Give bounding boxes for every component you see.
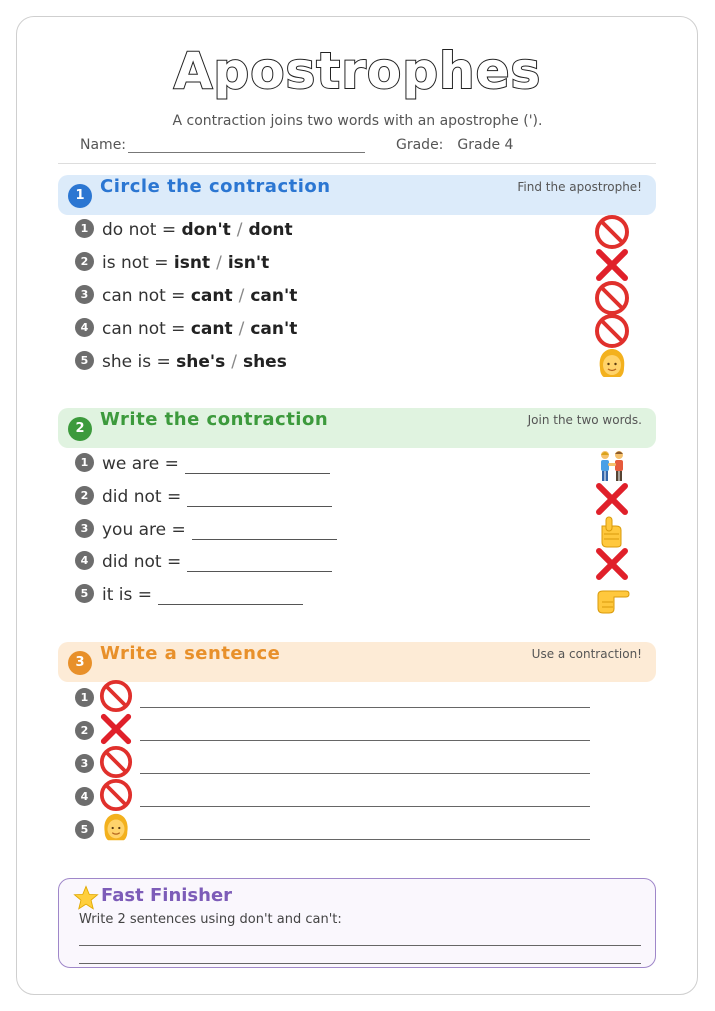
page-title: Apostrophes [173,42,542,100]
red-x-icon [99,712,133,746]
item-number: 2 [75,252,94,271]
item-words: can not = [102,286,186,306]
section-3-header [58,642,656,682]
grade-value: Grade 4 [457,137,514,153]
item-words: is not = [102,253,169,273]
s2-item-3 [75,520,337,544]
section-2-title: Write the contraction [100,409,329,430]
page-subtitle: A contraction joins two words with an apostrophe ('). [172,113,543,129]
no-entry-icon [99,679,133,713]
sentence-line[interactable] [140,839,590,840]
s3-item-5 [75,821,102,845]
fast-finisher-instructions: Write 2 sentences using don't and can't: [79,912,342,927]
pointing-hand-icon [594,514,630,550]
girl-icon [594,346,630,382]
option-a[interactable]: isnt [173,253,211,273]
item-number: 5 [75,584,94,603]
item-number: 1 [75,219,94,238]
s1-item-4 [75,319,297,343]
option-a[interactable]: cant [190,319,233,339]
option-a[interactable]: she's [176,352,226,372]
item-number: 5 [75,351,94,370]
section-1-hint: Find the apostrophe! [517,180,642,194]
s1-item-1 [75,220,293,244]
girl-icon [99,811,133,845]
s2-item-2 [75,487,332,511]
pointing-right-icon [594,579,630,615]
s1-item-2 [75,253,269,277]
name-row [80,137,365,153]
item-words: you are = [102,520,186,540]
item-words: it is = [102,585,153,605]
header-divider [58,163,656,164]
item-number: 4 [75,318,94,337]
section-1-number: 1 [68,184,92,208]
no-entry-icon [99,745,133,779]
section-1-title: Circle the contraction [100,176,331,197]
option-b[interactable]: can't [250,286,298,306]
item-number: 3 [75,285,94,304]
s3-item-3 [75,755,102,779]
sentence-line[interactable] [140,740,590,741]
section-3-number: 3 [68,651,92,675]
fast-finisher-title: Fast Finisher [101,885,233,906]
red-x-icon [594,247,630,283]
fast-finisher-box [58,878,656,968]
s3-item-1 [75,689,102,713]
item-words: we are = [102,454,179,474]
option-b[interactable]: shes [242,352,287,372]
star-icon [73,885,99,911]
sentence-line[interactable] [79,945,641,946]
option-a[interactable]: cant [190,286,233,306]
item-words: can not = [102,319,186,339]
item-words: did not = [102,552,182,572]
section-3-hint: Use a contraction! [531,647,642,661]
item-words: do not = [102,220,177,240]
item-number: 3 [75,754,94,773]
grade-row [396,137,513,153]
sentence-line[interactable] [140,707,590,708]
option-b[interactable]: isn't [227,253,270,273]
no-entry-icon [594,214,630,250]
option-separator: / [231,352,237,372]
option-b[interactable]: can't [250,319,298,339]
no-entry-icon [99,778,133,812]
s2-item-4 [75,552,332,576]
answer-blank[interactable] [158,588,303,605]
grade-label: Grade: [396,137,444,153]
s3-item-2 [75,722,102,746]
section-1-header [58,175,656,215]
section-2-number: 2 [68,417,92,441]
item-number: 1 [75,453,94,472]
item-number: 3 [75,519,94,538]
section-3-title: Write a sentence [100,643,281,664]
sentence-line[interactable] [140,806,590,807]
couple-icon [594,448,630,484]
item-number: 2 [75,486,94,505]
option-separator: / [236,220,243,240]
item-number: 5 [75,820,94,839]
name-field[interactable] [128,139,365,153]
item-words: did not = [102,487,182,507]
no-entry-icon [594,313,630,349]
option-separator: / [238,286,245,306]
s1-item-3 [75,286,297,310]
option-separator: / [238,319,245,339]
s2-item-5 [75,585,303,609]
name-label: Name: [80,137,127,153]
option-b[interactable]: dont [248,220,293,240]
item-number: 2 [75,721,94,740]
sentence-line[interactable] [140,773,590,774]
s2-item-1 [75,454,330,478]
s3-item-4 [75,788,102,812]
answer-blank[interactable] [192,523,337,540]
item-number: 1 [75,688,94,707]
section-2-header [58,408,656,448]
answer-blank[interactable] [185,457,330,474]
item-words: she is = [102,352,171,372]
section-2-hint: Join the two words. [527,413,642,427]
answer-blank[interactable] [187,490,332,507]
option-separator: / [216,253,222,273]
red-x-icon [594,546,630,582]
item-number: 4 [75,787,94,806]
s1-item-5 [75,352,287,376]
item-number: 4 [75,551,94,570]
sentence-line[interactable] [79,963,641,964]
red-x-icon [594,481,630,517]
option-a[interactable]: don't [181,220,231,240]
answer-blank[interactable] [187,555,332,572]
no-entry-icon [594,280,630,316]
